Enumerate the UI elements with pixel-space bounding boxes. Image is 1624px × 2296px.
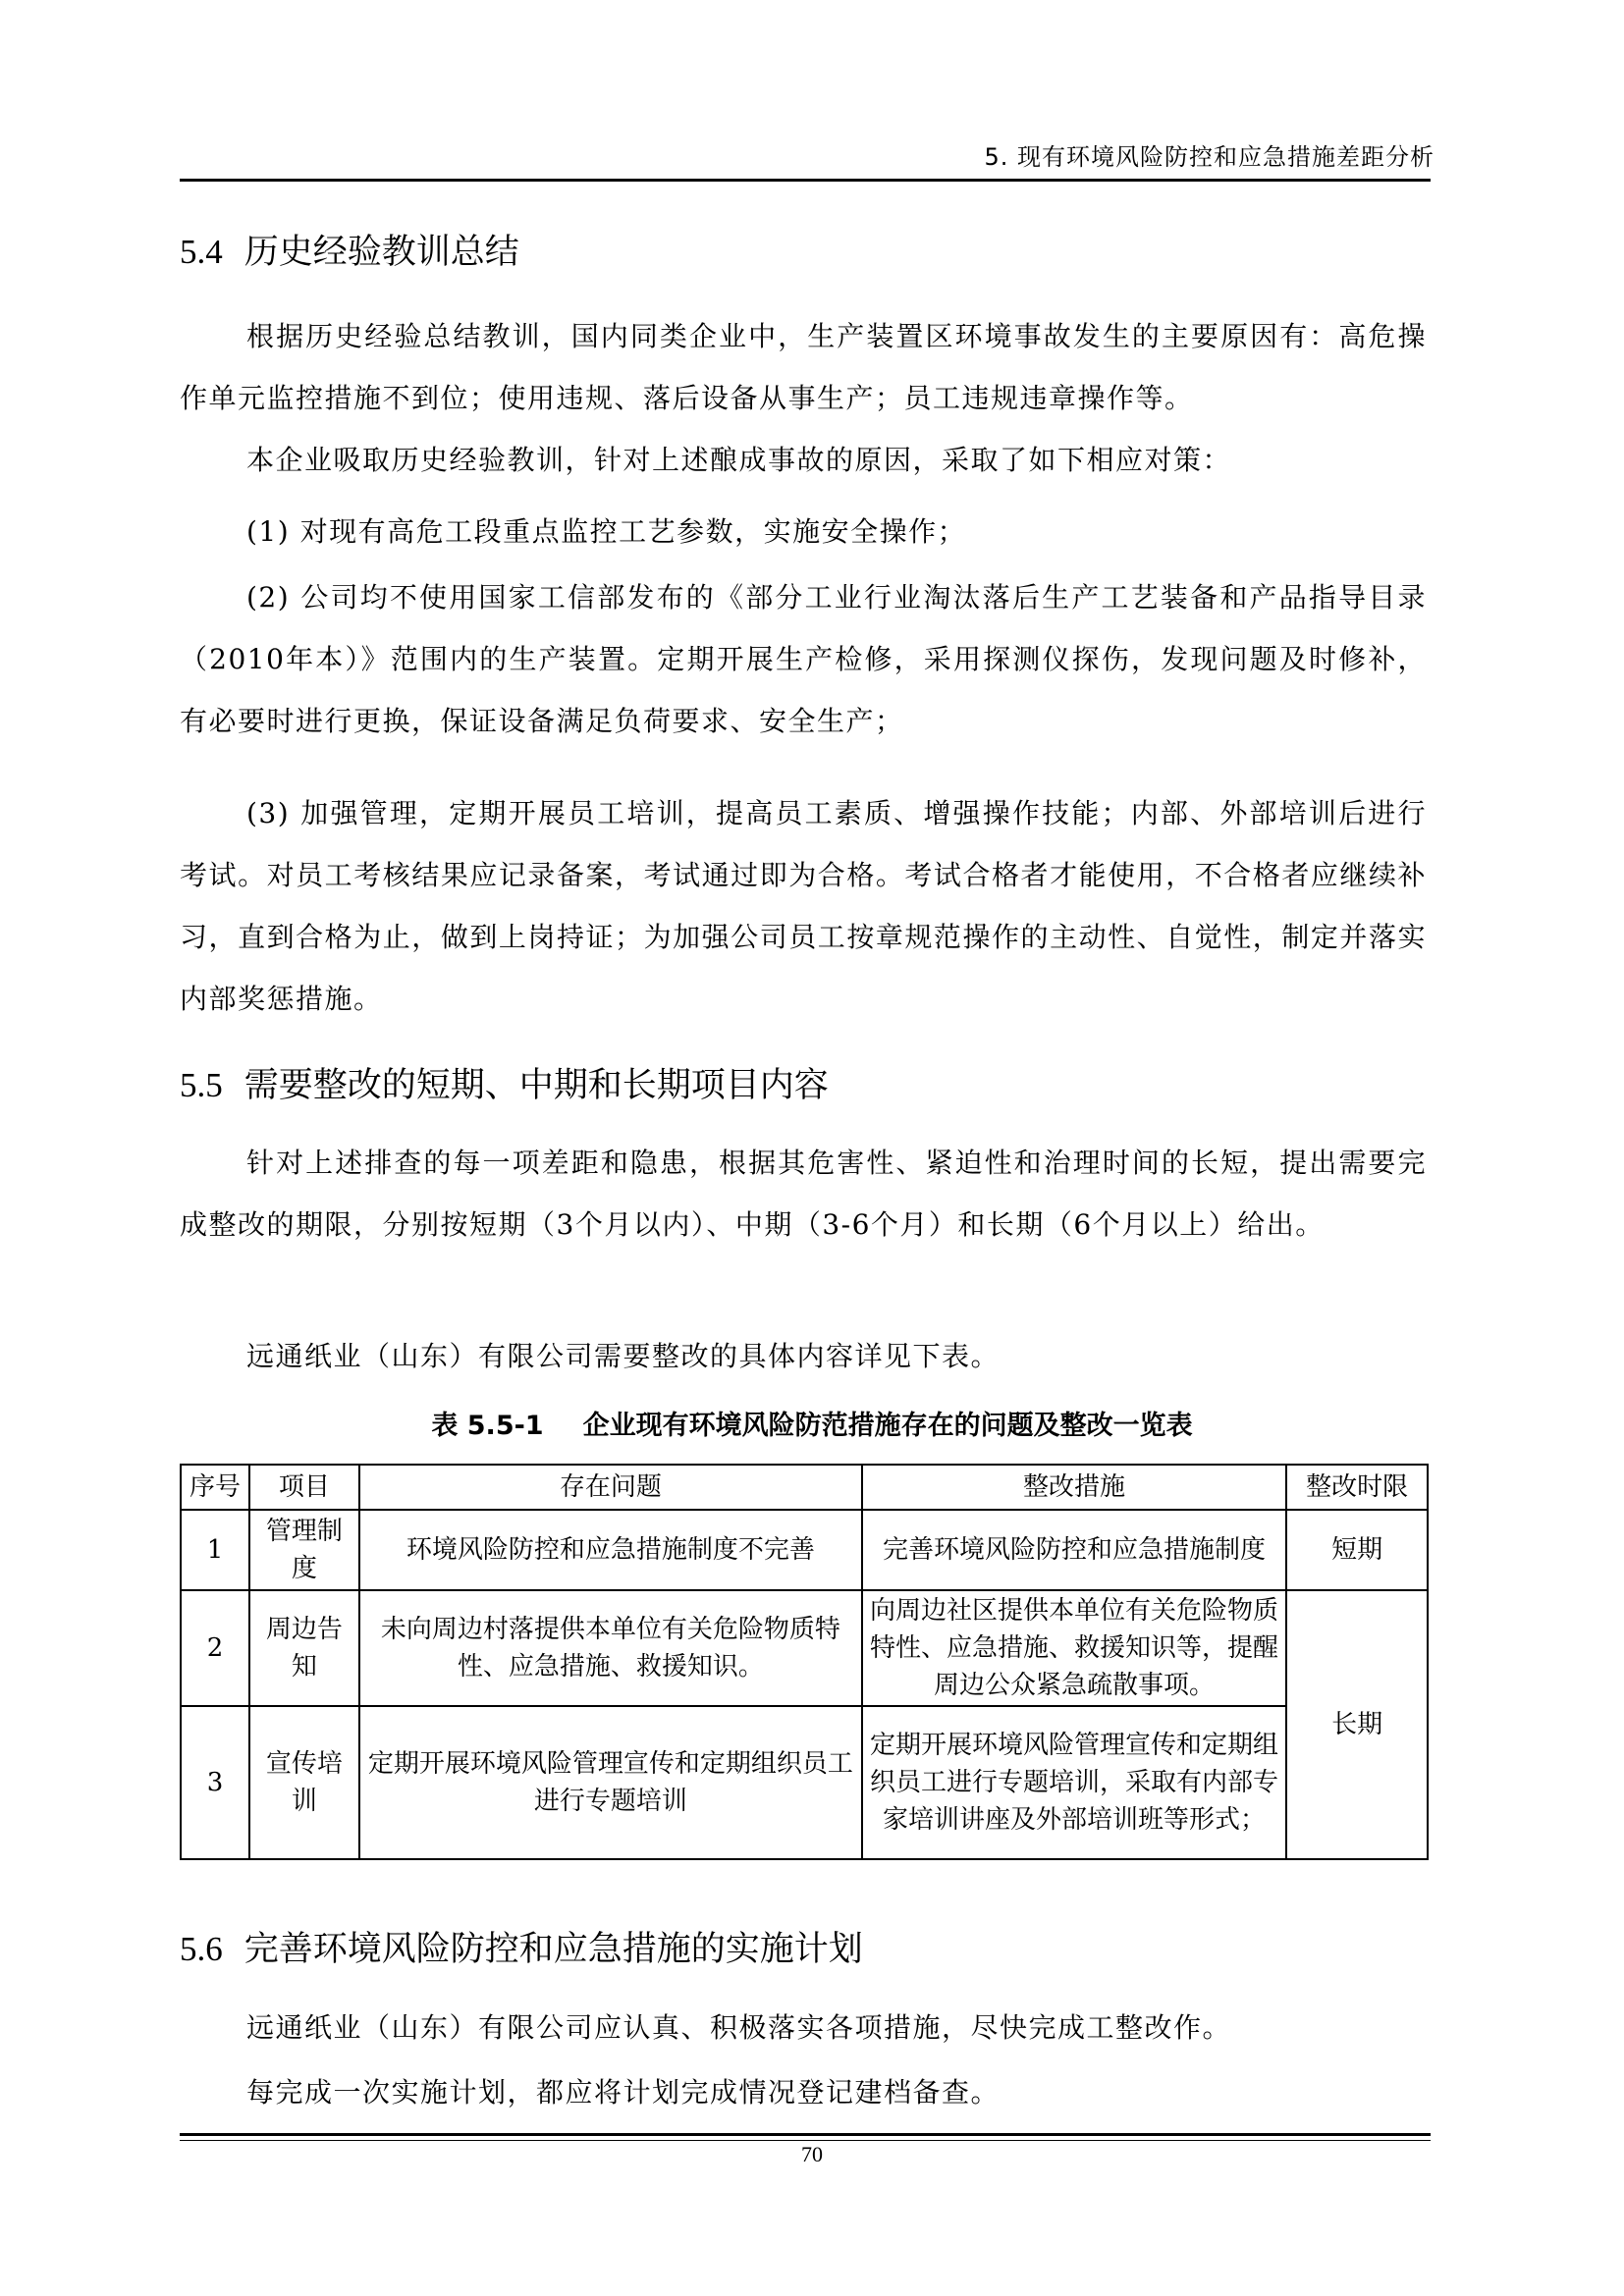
running-header: 5. 现有环境风险防控和应急措施差距分析 — [984, 143, 1435, 171]
table-header: 项目 — [249, 1465, 359, 1510]
list-item: (2) 公司均不使用国家工信部发布的《部分工业行业淘汰落后生产工艺装备和产品指导目录（2010年本）》范围内的生产装置。定期开展生产检修，采用探测仪探伤，发现问题及时修补，有必要时进行更换，保证设备满足负荷要求、安全生产； — [180, 581, 1427, 737]
table-row — [181, 1706, 1428, 1859]
table-caption — [0, 1404, 1624, 1442]
cell-item: 管理制度 — [249, 1510, 359, 1590]
cell-measure: 定期开展环境风险管理宣传和定期组织员工进行专题培训，采取有内部专家培训讲座及外部培训班等形式； — [862, 1706, 1286, 1859]
cell-no: 2 — [181, 1590, 249, 1706]
table-header: 序号 — [181, 1465, 249, 1510]
list-item: (3) 加强管理，定期开展员工培训，提高员工素质、增强操作技能；内部、外部培训后进行考试。对员工考核结果应记录备案，考试通过即为合格。考试合格者才能使用，不合格者应继续补习，直到合格为止，做到上岗持证；为加强公司员工按章规范操作的主动性、自觉性，制定并落实内部奖惩措施。 — [180, 797, 1427, 1015]
cell-limit: 长期 — [1286, 1590, 1428, 1859]
paragraph: 本企业吸取历史经验教训，针对上述酿成事故的原因，采取了如下相应对策： — [246, 444, 1232, 476]
cell-problem: 未向周边村落提供本单位有关危险物质特性、应急措施、救援知识。 — [359, 1590, 862, 1706]
table-header: 整改措施 — [862, 1465, 1286, 1510]
section-title: 需要整改的短期、中期和长期项目内容 — [244, 1066, 829, 1105]
cell-item: 周边告知 — [249, 1590, 359, 1706]
paragraph: 远通纸业（山东）有限公司需要整改的具体内容详见下表。 — [246, 1340, 1001, 1372]
table-row — [181, 1590, 1428, 1706]
section-number: 5.5 — [180, 1066, 223, 1104]
table-caption-title: 企业现有环境风险防范措施存在的问题及整改一览表 — [582, 1411, 1193, 1441]
section-heading-5-6 — [180, 1930, 863, 1969]
section-heading-5-5 — [180, 1066, 829, 1105]
section-number: 5.6 — [180, 1930, 223, 1968]
page-number: 70 — [801, 2142, 823, 2166]
section-number: 5.4 — [180, 233, 223, 271]
table-header-row — [181, 1465, 1428, 1510]
table-header: 存在问题 — [359, 1465, 862, 1510]
cell-measure: 向周边社区提供本单位有关危险物质特性、应急措施、救援知识等，提醒周边公众紧急疏散事项。 — [862, 1590, 1286, 1706]
table-header: 整改时限 — [1286, 1465, 1428, 1510]
section-heading-5-4 — [180, 233, 519, 272]
paragraph: 远通纸业（山东）有限公司应认真、积极落实各项措施，尽快完成工整改作。 — [246, 2011, 1232, 2044]
cell-problem: 环境风险防控和应急措施制度不完善 — [359, 1510, 862, 1590]
section-title: 历史经验教训总结 — [244, 233, 519, 272]
cell-measure: 完善环境风险防控和应急措施制度 — [862, 1510, 1286, 1590]
footer-rule — [180, 2133, 1431, 2136]
header-rule — [180, 179, 1431, 182]
cell-limit: 短期 — [1286, 1510, 1428, 1590]
footer-rule — [180, 2140, 1431, 2141]
cell-no: 3 — [181, 1706, 249, 1859]
list-item: (1) 对现有高危工段重点监控工艺参数，实施安全操作； — [246, 515, 967, 548]
table-caption-number: 表 5.5-1 — [431, 1411, 544, 1441]
cell-problem: 定期开展环境风险管理宣传和定期组织员工进行专题培训 — [359, 1706, 862, 1859]
table-row — [181, 1510, 1428, 1590]
cell-item: 宣传培训 — [249, 1706, 359, 1859]
section-title: 完善环境风险防控和应急措施的实施计划 — [244, 1930, 863, 1969]
paragraph: 每完成一次实施计划，都应将计划完成情况登记建档备查。 — [246, 2076, 1001, 2109]
rectification-table — [180, 1464, 1429, 1860]
cell-no: 1 — [181, 1510, 249, 1590]
paragraph: 根据历史经验总结教训，国内同类企业中，生产装置区环境事故发生的主要原因有：高危操作单元监控措施不到位；使用违规、落后设备从事生产；员工违规违章操作等。 — [180, 320, 1427, 414]
paragraph: 针对上述排查的每一项差距和隐患，根据其危害性、紧迫性和治理时间的长短，提出需要完成整改的期限，分别按短期（3个月以内）、中期（3-6个月）和长期（6个月以上）给出。 — [180, 1147, 1427, 1241]
